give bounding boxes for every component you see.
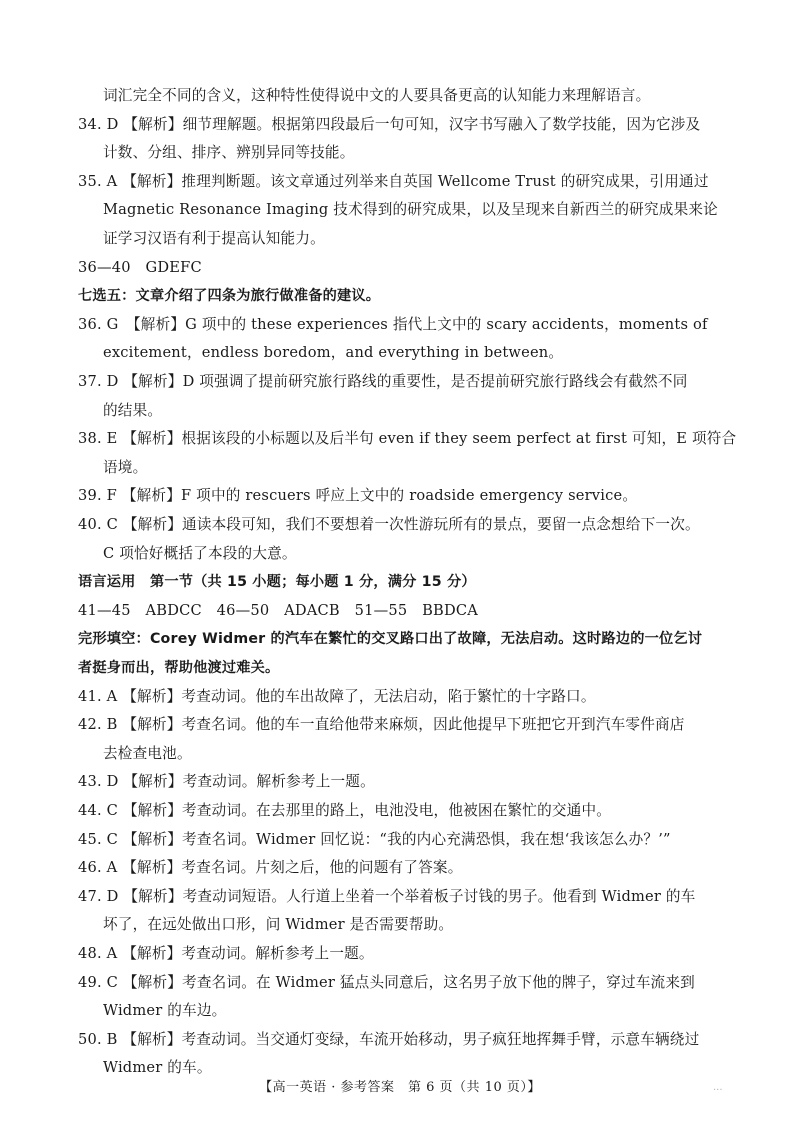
page-footer: 【高一英语 · 参考答案 第 6 页（共 10 页）】: [259, 1080, 541, 1095]
text-line-28: 46. A 【解析】考查名词。片刻之后，他的问题有了答案。: [78, 859, 463, 876]
text-line-30: 坏了，在远处做出口形，问 Widmer 是否需要帮助。: [103, 916, 454, 933]
text-line-3: 计数、分组、排序、辨别异同等技能。: [103, 144, 355, 161]
text-line-15: 39. F 【解析】F 项中的 rescuers 呼应上文中的 roadside emergency service。: [78, 487, 638, 504]
text-line-29: 47. D 【解析】考查动词短语。人行道上坐着一个举着板子讨钱的男子。他看到 Widmer 的车: [78, 888, 696, 905]
text-line-1: 词汇完全不同的含义，这种特性使得说中文的人要具备更高的认知能力来理解语言。: [103, 87, 651, 104]
text-line-14: 语境。: [103, 459, 148, 476]
text-line-7: 36—40 GDEFC: [78, 259, 202, 276]
text-line-13: 38. E 【解析】根据该段的小标题以及后半句 even if they seem perfect at first 可知，E 项符合: [78, 430, 737, 447]
text-line-22: 41. A 【解析】考查动词。他的车出故障了，无法启动，陷于繁忙的十字路口。: [78, 688, 596, 705]
text-line-4: 35. A 【解析】推理判断题。该文章通过列举来自英国 Wellcome Trust 的研究成果，引用通过: [78, 173, 709, 190]
text-line-32: 49. C 【解析】考查名词。在 Widmer 猛点头同意后，这名男子放下他的牌子，穿过车流来到: [78, 974, 695, 991]
text-line-23: 42. B 【解析】考查名词。他的车一直给他带来麻烦，因此他提早下班把它开到汽车零件商店: [78, 716, 685, 733]
section-heading-cloze: 完形填空：Corey Widmer 的汽车在繁忙的交叉路口出了故障，无法启动。这时路边的一位乞讨: [78, 631, 703, 647]
section-heading-language-use: 语言运用 第一节（共 15 小题；每小题 1 分，满分 15 分）: [78, 574, 476, 590]
text-line-34: 50. B 【解析】考查动词。当交通灯变绿，车流开始移动，男子疯狂地挥舞手臂，示意车辆绕过: [78, 1031, 700, 1048]
text-line-11: 37. D 【解析】D 项强调了提前研究旅行路线的重要性，是否提前研究旅行路线会有截然不同: [78, 373, 688, 390]
text-line-19: 41—45 ABDCC 46—50 ADACB 51—55 BBDCA: [78, 602, 478, 619]
corner-mark: ...: [713, 1082, 723, 1093]
text-line-5: Magnetic Resonance Imaging 技术得到的研究成果，以及呈现来自新西兰的研究成果来论: [103, 201, 718, 218]
text-line-24: 去检查电池。: [103, 745, 192, 762]
text-line-6: 证学习汉语有利于提高认知能力。: [103, 230, 325, 247]
text-line-33: Widmer 的车边。: [103, 1002, 227, 1019]
text-line-10: excitement，endless boredom，and everything in between。: [103, 344, 564, 361]
section-heading-seven-choose-five: 七选五：文章介绍了四条为旅行做准备的建议。: [78, 288, 381, 304]
section-heading-cloze-cont: 者挺身而出，帮助他渡过难关。: [78, 660, 280, 676]
text-line-26: 44. C 【解析】考查动词。在去那里的路上，电池没电，他被困在繁忙的交通中。: [78, 802, 612, 819]
text-line-31: 48. A 【解析】考查动词。解析参考上一题。: [78, 945, 374, 962]
text-line-12: 的结果。: [103, 402, 163, 419]
text-line-35: Widmer 的车。: [103, 1059, 212, 1076]
text-line-16: 40. C 【解析】通读本段可知，我们不要想着一次性游玩所有的景点，要留一点念想给下一次。: [78, 516, 700, 533]
text-line-9: 36. G 【解析】G 项中的 these experiences 指代上文中的 scary accidents，moments of: [78, 316, 708, 333]
text-line-25: 43. D 【解析】考查动词。解析参考上一题。: [78, 773, 375, 790]
text-line-17: C 项恰好概括了本段的大意。: [103, 545, 297, 562]
text-line-2: 34. D 【解析】细节理解题。根据第四段最后一句可知，汉字书写融入了数学技能，因为它涉及: [78, 116, 701, 133]
text-line-27: 45. C 【解析】考查名词。Widmer 回忆说：“我的内心充满恐惧，我在想‘我该怎么办？’”: [78, 831, 671, 848]
